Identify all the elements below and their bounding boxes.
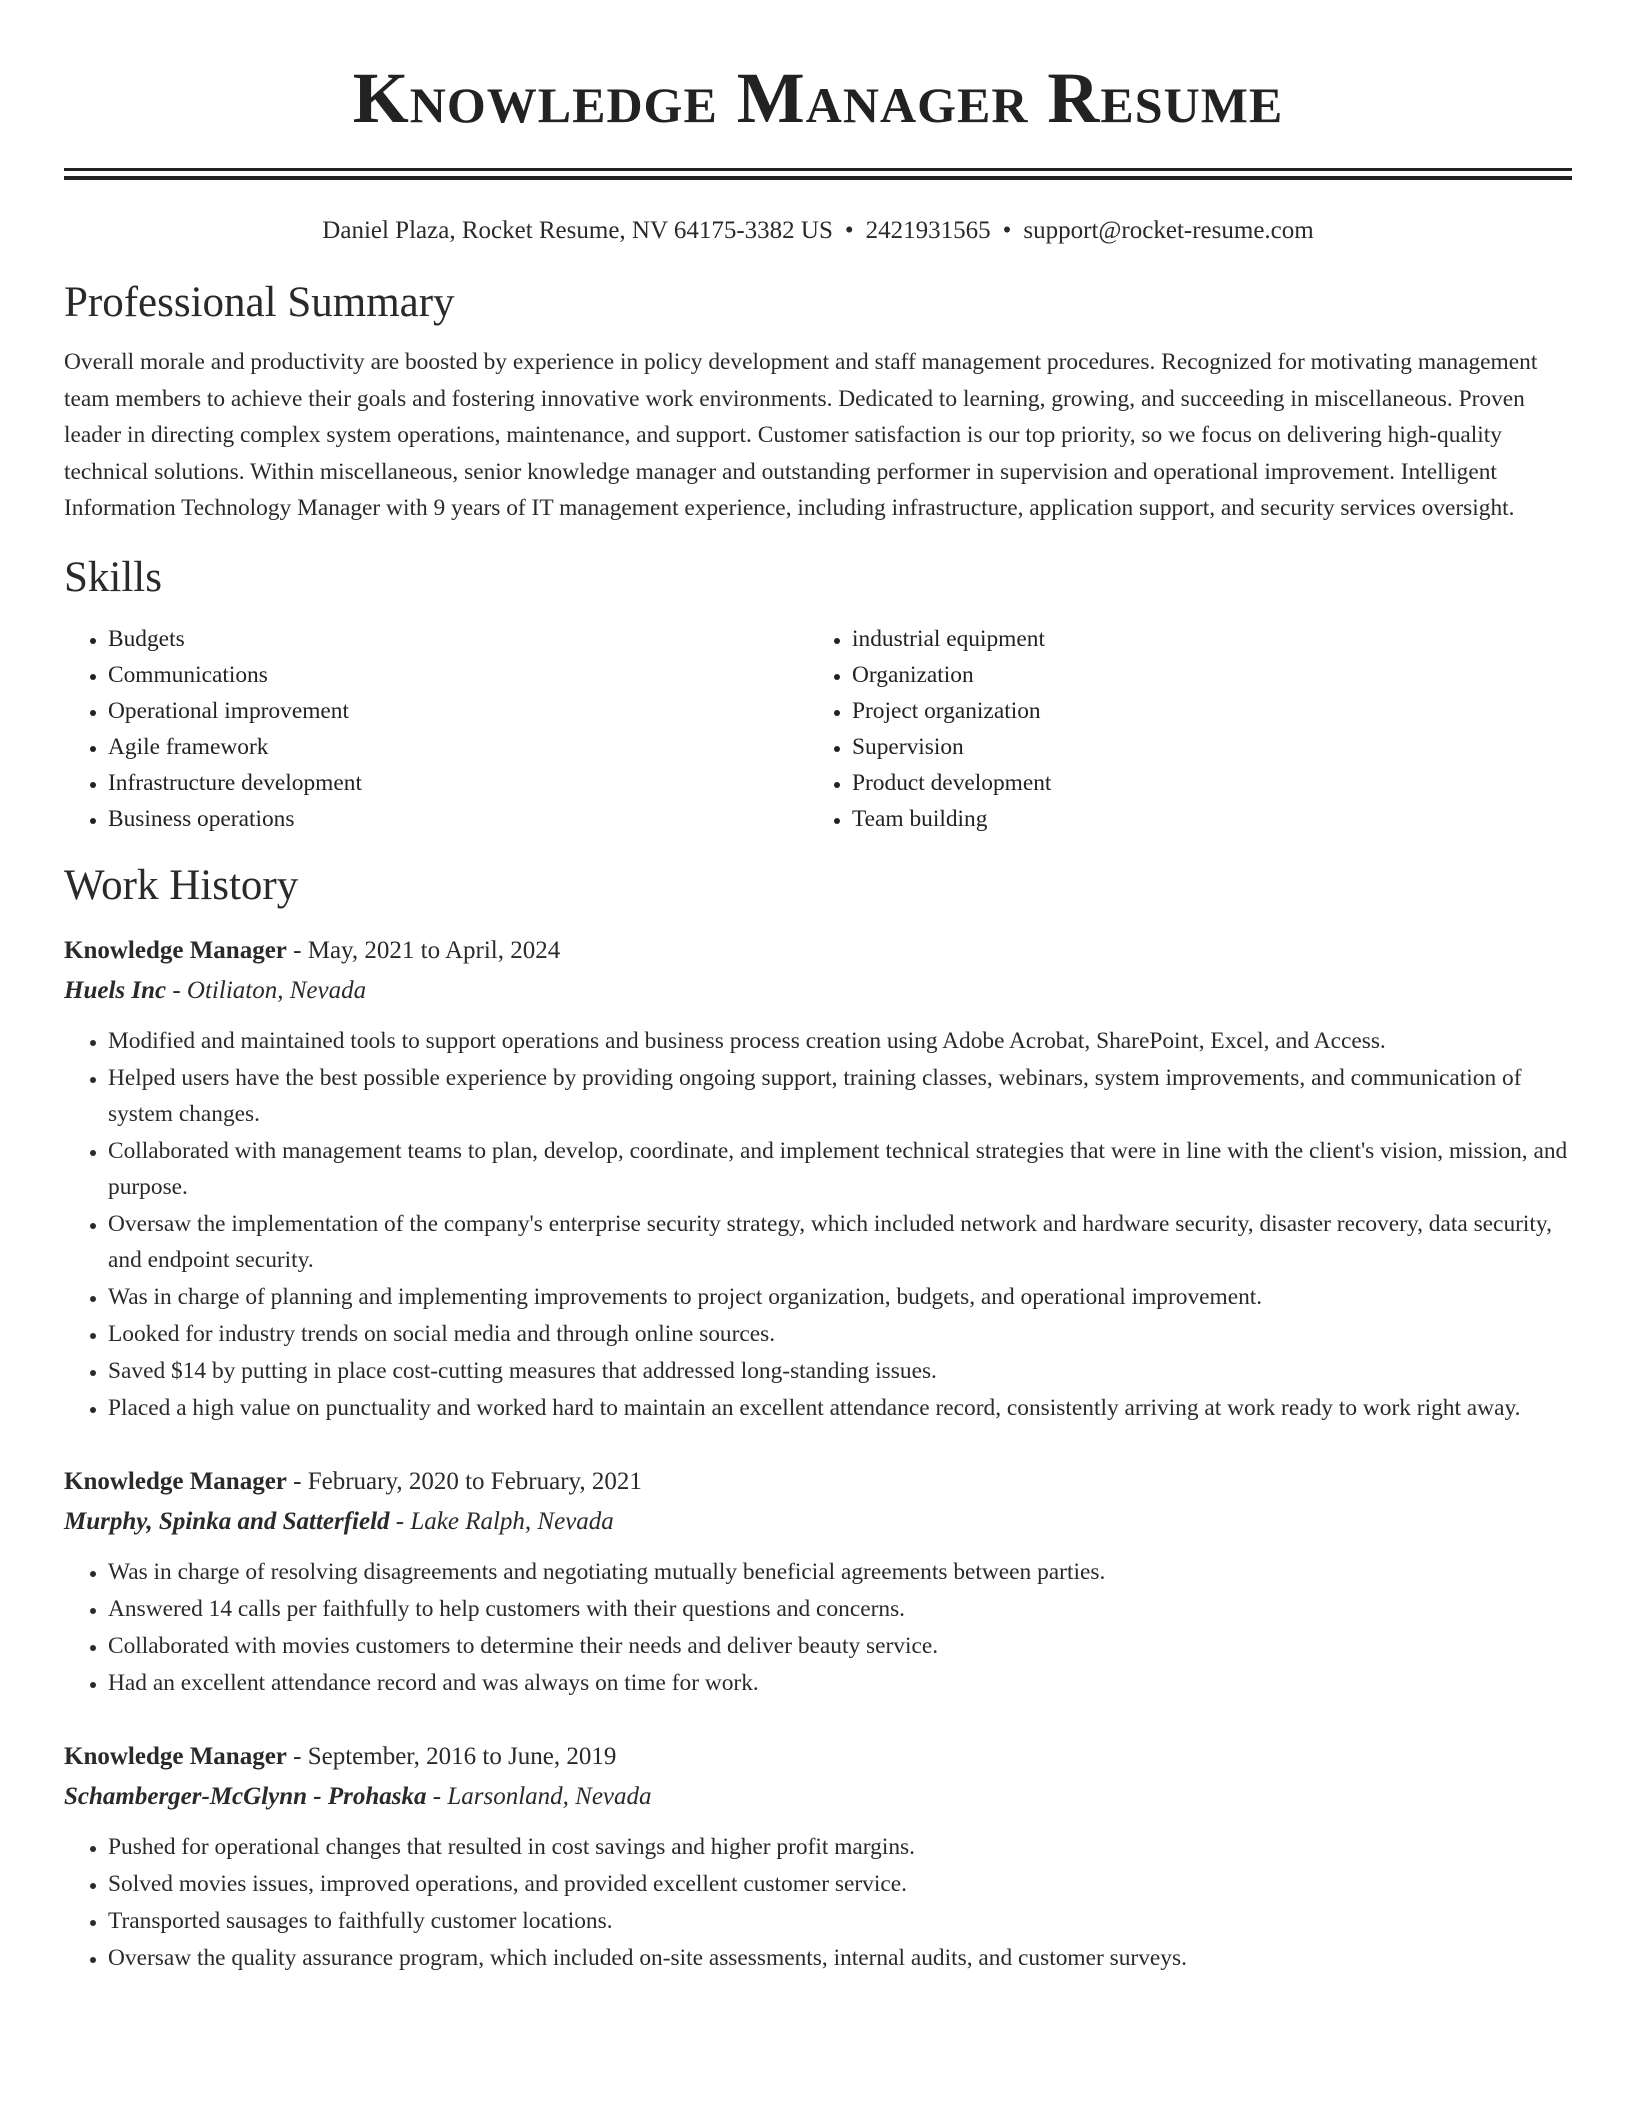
job-company-line	[64, 1777, 1572, 1817]
skill-item: • Communications	[108, 657, 808, 693]
resume-page	[64, 0, 1572, 1977]
duty-item: • Was in charge of resolving disagreements and negotiating mutually beneficial agreements between parties.	[108, 1554, 1572, 1590]
skill-item: • Agile framework	[108, 729, 808, 765]
job-duties	[64, 1023, 1572, 1426]
contact-phone: 2421931565	[865, 217, 991, 244]
skills-column-right	[808, 621, 1552, 837]
job-location: - Lake Ralph, Nevada	[389, 1507, 614, 1535]
skill-item: • Project organization	[852, 693, 1552, 729]
job-entry	[64, 1462, 1572, 1701]
job-company: Schamberger-McGlynn - Prohaska	[64, 1782, 427, 1810]
skill-item: • Budgets	[108, 621, 808, 657]
job-company-line	[64, 971, 1572, 1011]
skill-item: • Product development	[852, 765, 1552, 801]
skill-item: • Infrastructure development	[108, 765, 808, 801]
duty-item: • Collaborated with movies customers to determine their needs and deliver beauty service.	[108, 1628, 1572, 1664]
skill-item: • industrial equipment	[852, 621, 1552, 657]
duty-item: • Modified and maintained tools to support operations and business process creation using Adobe Acrobat, SharePoint, Excel, and Access.	[108, 1023, 1572, 1059]
job-entry	[64, 1737, 1572, 1976]
skills-heading: Skills	[64, 553, 162, 601]
duty-item: • Had an excellent attendance record and was always on time for work.	[108, 1665, 1572, 1701]
duty-item: • Saved $14 by putting in place cost-cutting measures that addressed long-standing issues.	[108, 1353, 1572, 1389]
duty-item: • Was in charge of planning and implementing improvements to project organization, budgets, and operational improvement.	[108, 1279, 1572, 1315]
contact-address: Daniel Plaza, Rocket Resume, NV 64175-3382 US	[322, 217, 833, 244]
job-duties	[64, 1829, 1572, 1976]
skill-item: • Team building	[852, 801, 1552, 837]
job-location: - Larsonland, Nevada	[426, 1782, 652, 1810]
job-role: Knowledge Manager	[64, 1467, 287, 1495]
summary-text: Overall morale and productivity are boosted by experience in policy development and staff management procedures. Recognized for motivating management team members to achieve their goals and fostering innovative work environments. Dedicated to learning, growing, and succeeding in miscellaneous. Proven leader in directing complex system operations, maintenance, and support. Customer satisfaction is our top priority, so we focus on delivering high-quality technical solutions. Within miscellaneous, senior knowledge manager and outstanding performer in supervision and operational improvement. Intelligent Information Technology Manager with 9 years of IT management experience, including infrastructure, application support, and security services oversight.	[64, 349, 1538, 521]
job-role: Knowledge Manager	[64, 936, 287, 964]
job-dates: - May, 2021 to April, 2024	[286, 936, 561, 964]
job-company: Murphy, Spinka and Satterfield	[64, 1507, 390, 1535]
job-company-line	[64, 1502, 1572, 1542]
duty-item: • Helped users have the best possible experience by providing ongoing support, training classes, webinars, system improvements, and communication of system changes.	[108, 1060, 1572, 1132]
job-title-line	[64, 1737, 1572, 1777]
title-divider-thick	[64, 176, 1572, 180]
job-dates: - September, 2016 to June, 2019	[286, 1742, 617, 1770]
work-history-heading: Work History	[64, 861, 299, 909]
job-entry	[64, 931, 1572, 1426]
contact-email: support@rocket-resume.com	[1023, 217, 1314, 244]
skills-column-left	[64, 621, 808, 837]
skill-item: • Supervision	[852, 729, 1552, 765]
job-role: Knowledge Manager	[64, 1742, 287, 1770]
skill-item: • Organization	[852, 657, 1552, 693]
duty-item: • Oversaw the quality assurance program, which included on-site assessments, internal audits, and customer surveys.	[108, 1940, 1572, 1976]
duty-item: • Looked for industry trends on social media and through online sources.	[108, 1316, 1572, 1352]
skill-item: • Business operations	[108, 801, 808, 837]
job-title-line	[64, 1462, 1572, 1502]
duty-item: • Pushed for operational changes that resulted in cost savings and higher profit margins.	[108, 1829, 1572, 1865]
duty-item: • Transported sausages to faithfully customer locations.	[108, 1903, 1572, 1939]
page-title: Knowledge Manager Resume	[352, 58, 1284, 138]
summary-heading: Professional Summary	[64, 279, 455, 326]
contact-line	[64, 216, 1572, 246]
job-location: - Otiliaton, Nevada	[166, 976, 367, 1004]
duty-item: • Solved movies issues, improved operations, and provided excellent customer service.	[108, 1866, 1572, 1902]
duty-item: • Placed a high value on punctuality and worked hard to maintain an excellent attendance record, consistently arriving at work ready to work right away.	[108, 1390, 1572, 1426]
contact-separator: •	[1002, 217, 1012, 244]
contact-separator: •	[844, 217, 854, 244]
job-title-line	[64, 931, 1572, 971]
job-duties	[64, 1554, 1572, 1701]
job-dates: - February, 2020 to February, 2021	[286, 1467, 642, 1495]
duty-item: • Answered 14 calls per faithfully to help customers with their questions and concerns.	[108, 1591, 1572, 1627]
duty-item: • Collaborated with management teams to plan, develop, coordinate, and implement technical strategies that were in line with the client's vision, mission, and purpose.	[108, 1133, 1572, 1205]
duty-item: • Oversaw the implementation of the company's enterprise security strategy, which included network and hardware security, disaster recovery, data security, and endpoint security.	[108, 1206, 1572, 1278]
skills-list	[64, 621, 1572, 837]
job-company: Huels Inc	[64, 976, 167, 1004]
title-divider-thin	[64, 168, 1572, 171]
skill-item: • Operational improvement	[108, 693, 808, 729]
